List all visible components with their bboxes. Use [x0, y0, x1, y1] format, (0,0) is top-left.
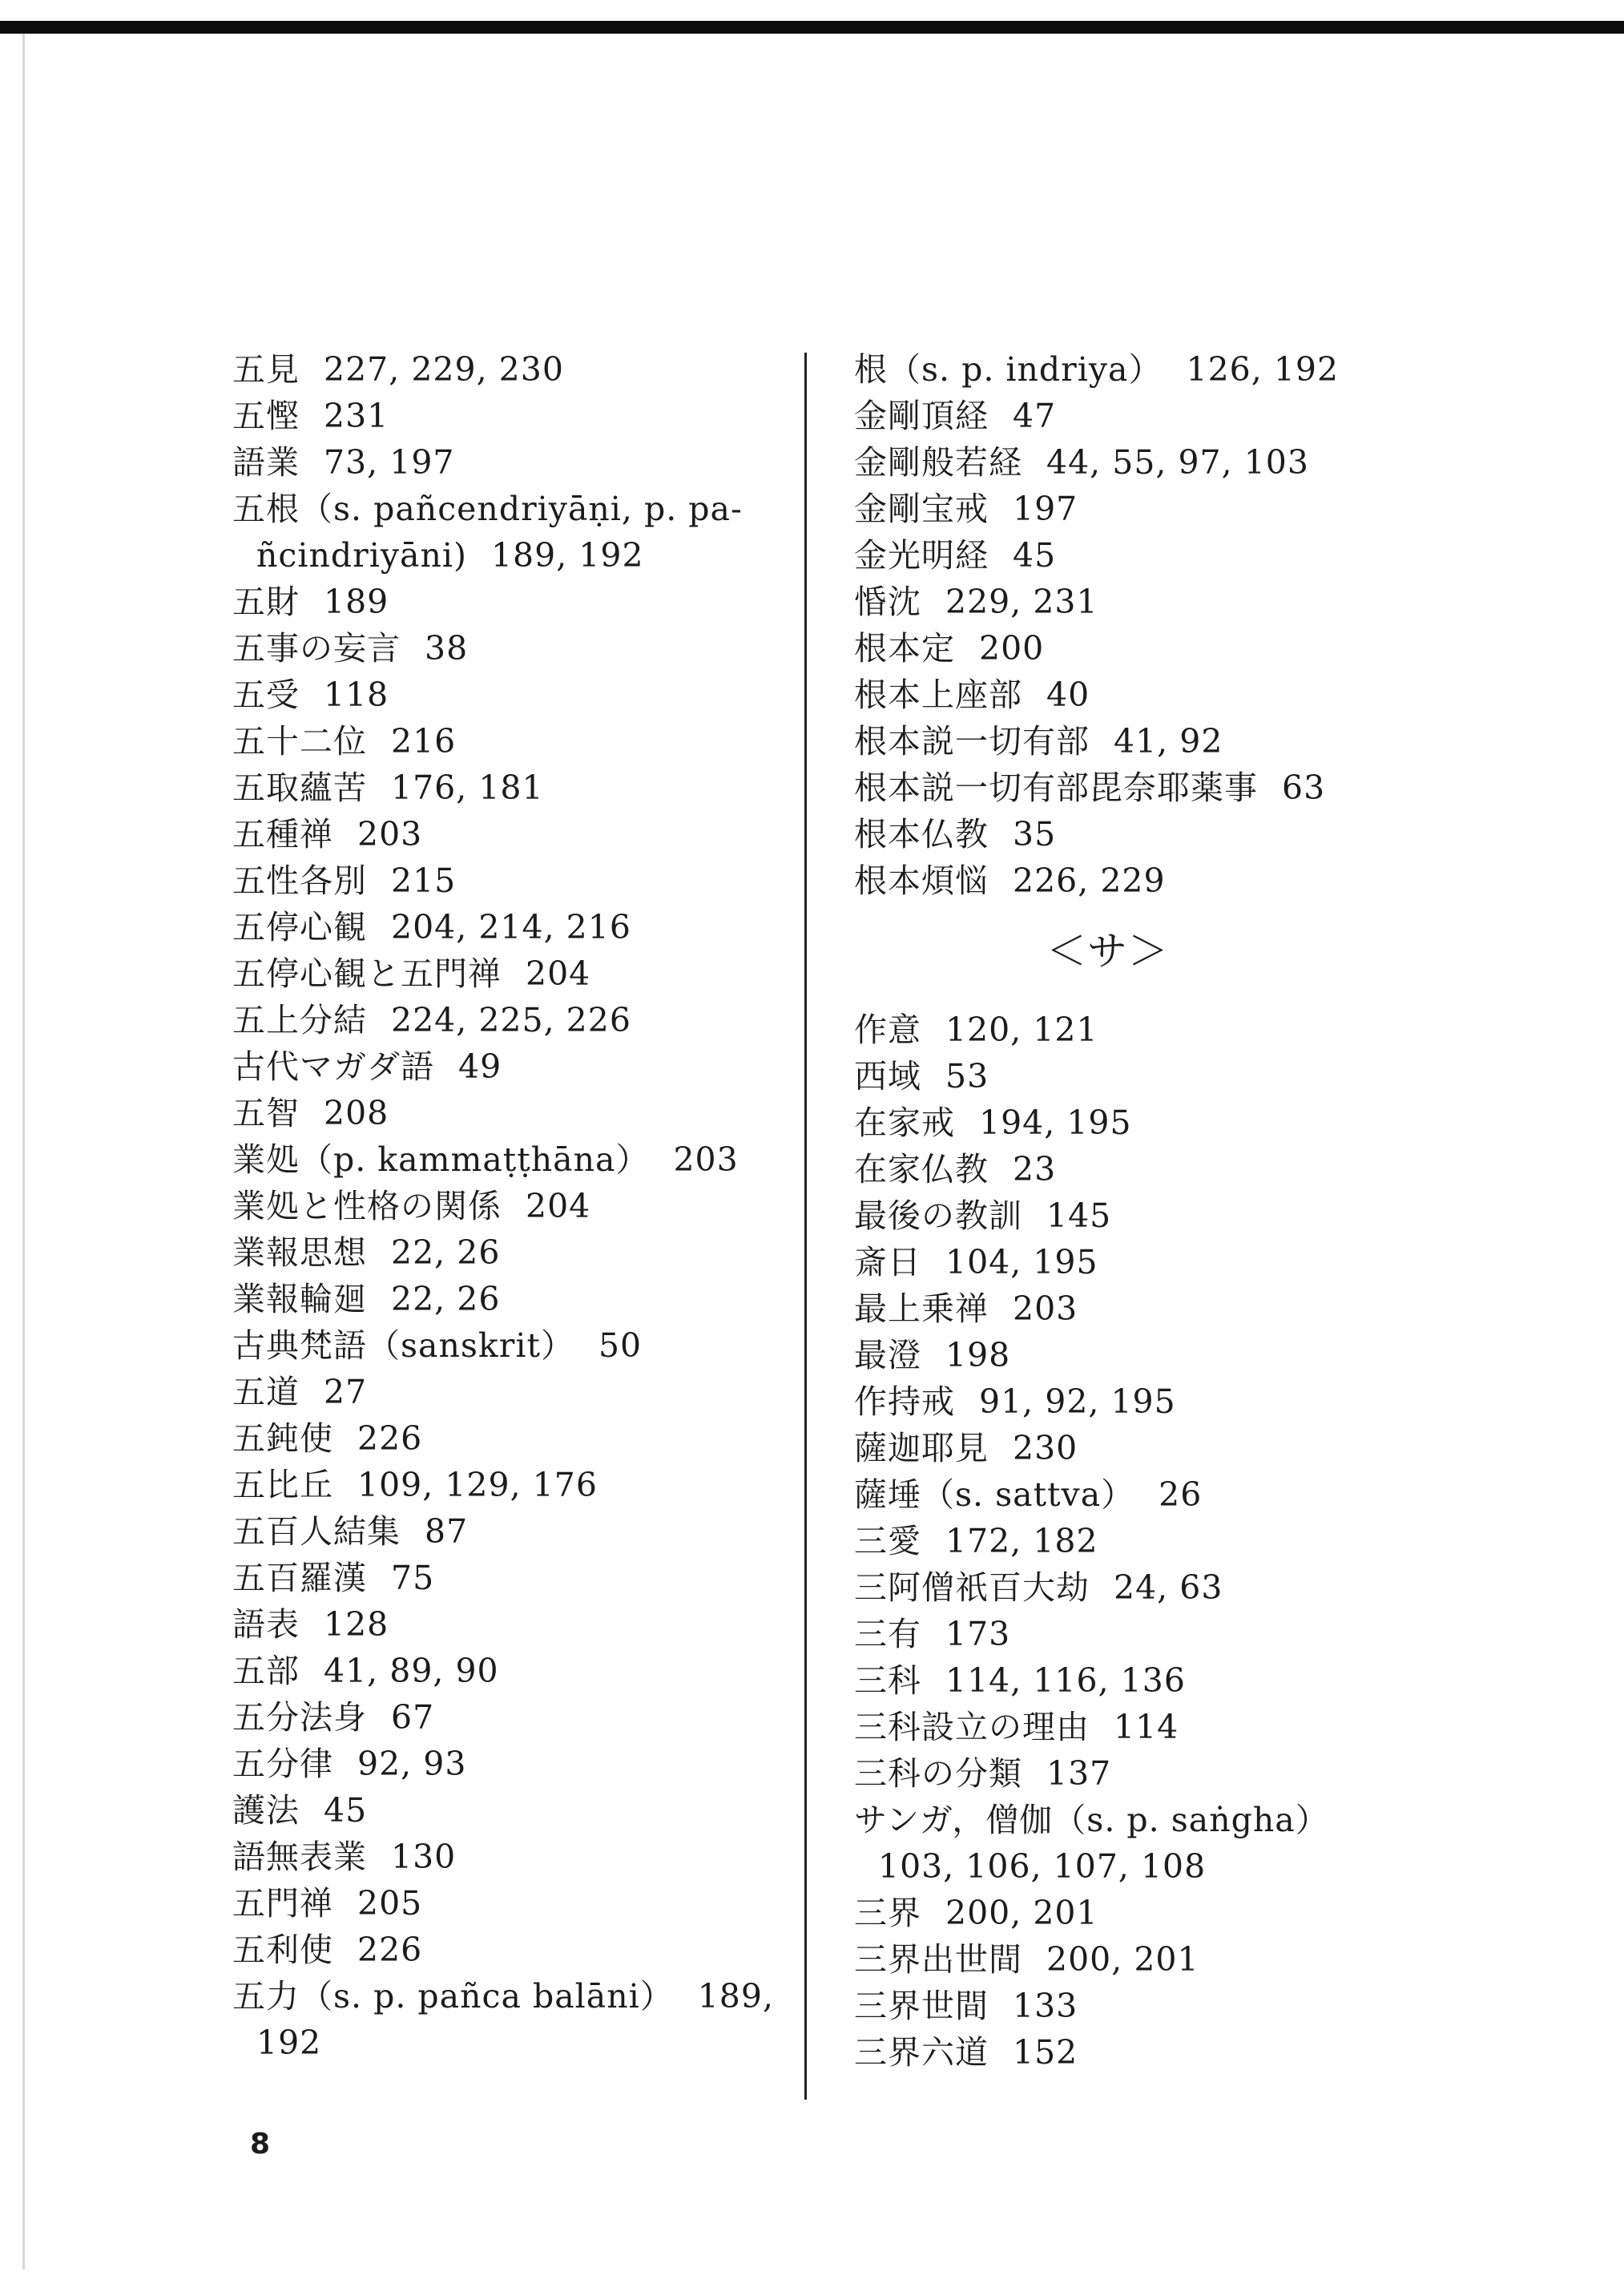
index-term: 三阿僧祇百大劫: [854, 1568, 1090, 1607]
index-term: 三界出世間: [854, 1940, 1022, 1979]
index-term: 業処と性格の関係: [232, 1187, 502, 1225]
index-term: 五上分結: [232, 1001, 367, 1039]
index-term: 根本上座部: [854, 676, 1022, 714]
index-term: 護法: [232, 1791, 300, 1830]
index-term: 五見: [232, 350, 300, 389]
index-entry: [232, 1880, 793, 1927]
index-pages: 120, 121: [945, 1011, 1098, 1049]
index-pages: 173: [945, 1615, 1011, 1653]
index-continuation-text: ñcindriyāni): [256, 536, 467, 575]
index-continuation-text: 192: [256, 2024, 322, 2062]
index-pages: 22, 26: [391, 1233, 501, 1272]
index-term: 最上乗禅: [854, 1289, 989, 1328]
index-term: 金光明経: [854, 536, 989, 575]
index-pages: 226: [357, 1931, 423, 1969]
index-entry: [232, 1043, 793, 1090]
index-pages: 203: [357, 815, 423, 853]
index-term: 金剛宝戒: [854, 490, 989, 528]
index-term: 最澄: [854, 1336, 921, 1374]
index-entry: [232, 393, 793, 439]
index-pages: 205: [357, 1884, 423, 1923]
index-pages: 172, 182: [945, 1522, 1098, 1560]
index-pages: 50: [598, 1326, 643, 1365]
index-term: 五鈍使: [232, 1419, 333, 1458]
index-pages: 229, 231: [945, 583, 1098, 621]
index-term: 業報輪廻: [232, 1280, 367, 1318]
index-pages: 133: [1013, 1987, 1078, 2025]
index-term: 五百人結集: [232, 1512, 401, 1551]
index-term: 五事の妄言: [232, 629, 401, 668]
index-pages: 38: [425, 629, 469, 668]
index-entry: [232, 1183, 793, 1229]
index-term: 在家仏教: [854, 1150, 989, 1188]
index-entry: [232, 811, 793, 857]
index-term: 五分法身: [232, 1698, 367, 1737]
index-term: 業処（p. kammaṭṭhāna）: [232, 1140, 650, 1179]
index-term: 五百羅漢: [232, 1559, 367, 1597]
index-pages: 104, 195: [945, 1243, 1098, 1281]
index-entry: [854, 1471, 1431, 1518]
index-term: 西域: [854, 1057, 921, 1096]
index-pages: 53: [945, 1057, 989, 1096]
index-term: 五取蘊苦: [232, 769, 367, 807]
index-term: 三界世間: [854, 1987, 989, 2025]
index-entry: [854, 1425, 1431, 1471]
index-pages: 189, 192: [490, 536, 644, 575]
index-term: 五十二位: [232, 722, 367, 761]
index-pages: 92, 93: [357, 1745, 467, 1783]
index-pages: 200: [979, 629, 1045, 668]
index-pages: 215: [391, 862, 457, 900]
index-term: 語無表業: [232, 1838, 367, 1876]
index-term: 薩埵（s. sattva）: [854, 1475, 1135, 1514]
index-entry: [854, 439, 1431, 486]
index-pages: 23: [1013, 1150, 1057, 1188]
index-entry: [854, 718, 1431, 765]
index-entry: [854, 1518, 1431, 1564]
index-term: 五部: [232, 1652, 300, 1690]
index-column-right: [854, 346, 1431, 2076]
index-entry: [854, 1053, 1431, 1100]
index-term: 五種禅: [232, 815, 333, 853]
index-entry: [854, 1192, 1431, 1239]
index-entry: [854, 1285, 1431, 1332]
index-term: 古典梵語（sanskrit）: [232, 1326, 574, 1365]
index-entry: [854, 486, 1431, 532]
index-term: 五道: [232, 1373, 300, 1411]
index-term: 五利使: [232, 1931, 333, 1969]
index-pages: 204, 214, 216: [391, 908, 631, 946]
index-entry: [232, 439, 793, 486]
index-entry: [854, 672, 1431, 718]
index-term: 根本煩悩: [854, 862, 989, 900]
index-term: 在家戒: [854, 1104, 955, 1142]
index-pages: 87: [425, 1512, 469, 1551]
index-entry: [232, 1601, 793, 1648]
index-entry: [232, 1927, 793, 1973]
index-entry: [854, 532, 1431, 579]
index-term: 五門禅: [232, 1884, 333, 1923]
index-term: 語業: [232, 443, 300, 482]
index-term: 五財: [232, 583, 300, 621]
index-pages: 63: [1282, 769, 1326, 807]
index-entry: [854, 1750, 1431, 1797]
index-term: 業報思想: [232, 1233, 367, 1272]
index-entry: [232, 1973, 793, 2066]
page-edge: [22, 34, 25, 2270]
section-heading: ＜サ＞: [1046, 928, 1169, 974]
index-entry: [854, 1378, 1431, 1425]
index-term: 根本定: [854, 629, 955, 668]
index-pages: 130: [391, 1838, 457, 1876]
index-term: 三有: [854, 1615, 921, 1653]
index-group-top: [854, 346, 1431, 904]
index-entry: [854, 1936, 1431, 1983]
index-pages: 114, 116, 136: [945, 1661, 1186, 1700]
index-entry: [854, 1611, 1431, 1657]
index-entry: [854, 579, 1431, 625]
index-pages: 189: [324, 583, 389, 621]
index-pages: 114: [1114, 1708, 1179, 1746]
index-pages: 24, 63: [1114, 1568, 1223, 1607]
index-term: 最後の教訓: [854, 1196, 1022, 1235]
index-term: 作持戒: [854, 1382, 955, 1421]
index-pages: 204: [526, 954, 591, 993]
index-term: 五慳: [232, 397, 300, 435]
index-pages: 224, 225, 226: [391, 1001, 631, 1039]
index-entry: [854, 1890, 1431, 1936]
index-entry: [232, 1648, 793, 1694]
index-pages: 189,: [697, 1977, 775, 2016]
index-term: 薩迦耶見: [854, 1429, 989, 1467]
index-entry: [854, 393, 1431, 439]
index-term: 根本説一切有部: [854, 722, 1090, 761]
index-entry: [854, 1239, 1431, 1285]
index-term: 五停心観: [232, 908, 367, 946]
index-entry: [232, 857, 793, 904]
index-pages: 145: [1046, 1196, 1112, 1235]
index-pages: 45: [324, 1791, 368, 1830]
index-entry: [854, 1100, 1431, 1146]
index-pages: 109, 129, 176: [357, 1466, 598, 1504]
index-term: 金剛頂経: [854, 397, 989, 435]
index-entry: [232, 346, 793, 393]
index-entry: [854, 1983, 1431, 2029]
index-entry: [854, 625, 1431, 672]
index-entry: [232, 904, 793, 950]
index-entry: [854, 2029, 1431, 2076]
top-rule: [0, 21, 1624, 34]
index-entry: [232, 1276, 793, 1322]
index-entry: [232, 950, 793, 997]
index-pages: 197: [1013, 490, 1078, 528]
index-pages: 75: [391, 1559, 435, 1597]
index-entry: [232, 997, 793, 1043]
index-term: 五比丘: [232, 1466, 333, 1504]
index-term: 三科設立の理由: [854, 1708, 1090, 1746]
index-continuation: [854, 1843, 1431, 1890]
index-entry: [232, 486, 793, 579]
index-entry: [854, 1007, 1431, 1053]
index-group-sa: [854, 1007, 1431, 2076]
index-entry: [854, 811, 1431, 857]
index-pages: 200, 201: [1046, 1940, 1199, 1979]
index-term: 古代マガダ語: [232, 1047, 434, 1086]
index-pages: 176, 181: [391, 769, 544, 807]
index-entry: [854, 1704, 1431, 1750]
index-pages: 227, 229, 230: [324, 350, 564, 389]
index-pages: 67: [391, 1698, 435, 1737]
index-pages: 41, 92: [1114, 722, 1223, 761]
index-entry: [232, 579, 793, 625]
index-pages: 230: [1013, 1429, 1078, 1467]
index-pages: 41, 89, 90: [324, 1652, 499, 1690]
index-pages: 194, 195: [979, 1104, 1132, 1142]
index-entry: [854, 1657, 1431, 1704]
index-entry: [854, 346, 1431, 393]
index-pages: 128: [324, 1605, 389, 1644]
index-entry: [232, 1834, 793, 1880]
index-entry: [232, 625, 793, 672]
index-term: 五受: [232, 676, 300, 714]
index-pages: 47: [1013, 397, 1057, 435]
index-pages: 27: [324, 1373, 368, 1411]
index-pages: 126, 192: [1186, 350, 1340, 389]
index-continuation-text: 103, 106, 107, 108: [878, 1847, 1207, 1886]
index-entry: [232, 1741, 793, 1787]
index-entry: [232, 1508, 793, 1555]
index-pages: 226, 229: [1013, 862, 1166, 900]
index-entry: [232, 1090, 793, 1136]
index-entry: [854, 1146, 1431, 1192]
index-pages: 208: [324, 1094, 389, 1132]
index-term: 五力（s. p. pañca balāni）: [232, 1977, 674, 2016]
index-pages: 152: [1013, 2033, 1078, 2072]
index-entry: [854, 1797, 1431, 1890]
index-entry: [854, 765, 1431, 811]
index-term: 三界: [854, 1894, 921, 1932]
index-pages: 44, 55, 97, 103: [1046, 443, 1309, 482]
index-term: 五停心観と五門禅: [232, 954, 502, 993]
index-entry: [854, 1564, 1431, 1611]
index-entry: [232, 1369, 793, 1415]
index-pages: 203: [1013, 1289, 1078, 1328]
index-pages: 35: [1013, 815, 1057, 853]
index-continuation: [232, 532, 793, 579]
index-term: 金剛般若経: [854, 443, 1022, 482]
index-entry: [232, 1322, 793, 1369]
index-pages: 73, 197: [324, 443, 455, 482]
index-pages: 204: [526, 1187, 591, 1225]
index-entry: [232, 765, 793, 811]
index-column-left: [232, 346, 793, 2066]
index-term: 三科の分類: [854, 1754, 1022, 1793]
index-pages: 137: [1046, 1754, 1112, 1793]
index-pages: 22, 26: [391, 1280, 501, 1318]
index-entry: [232, 1462, 793, 1508]
index-entry: [232, 718, 793, 765]
index-term: 根本説一切有部毘奈耶薬事: [854, 769, 1258, 807]
index-pages: 91, 92, 195: [979, 1382, 1176, 1421]
index-entry: [232, 1694, 793, 1741]
index-term: 惛沈: [854, 583, 921, 621]
index-term: 三界六道: [854, 2033, 989, 2072]
index-entry: [854, 857, 1431, 904]
index-entry: [854, 1332, 1431, 1378]
index-pages: 226: [357, 1419, 423, 1458]
index-pages: 40: [1046, 676, 1090, 714]
index-term: 語表: [232, 1605, 300, 1644]
index-pages: 26: [1159, 1475, 1203, 1514]
index-term: 五根（s. pañcendriyāṇi, p. pa-: [232, 490, 743, 528]
index-pages: 216: [391, 722, 457, 761]
index-term: 五分律: [232, 1745, 333, 1783]
index-pages: 45: [1013, 536, 1057, 575]
index-term: 根本仏教: [854, 815, 989, 853]
index-entry: [232, 1415, 793, 1462]
index-entry: [232, 1555, 793, 1601]
index-pages: 49: [458, 1047, 502, 1086]
index-term: 作意: [854, 1011, 921, 1049]
column-divider: [804, 353, 807, 2100]
index-pages: 203: [673, 1140, 739, 1179]
index-pages: 198: [945, 1336, 1011, 1374]
index-term: 根（s. p. indriya）: [854, 350, 1163, 389]
index-pages: 200, 201: [945, 1894, 1098, 1932]
index-continuation: [232, 2020, 793, 2066]
index-entry: [232, 1229, 793, 1276]
index-term: 五智: [232, 1094, 300, 1132]
index-term: 三愛: [854, 1522, 921, 1560]
index-term: 三科: [854, 1661, 921, 1700]
index-term: 斎日: [854, 1243, 921, 1281]
index-pages: 118: [324, 676, 389, 714]
index-pages: 231: [324, 397, 389, 435]
index-term: サンガ，僧伽（s. p. saṅgha）: [854, 1801, 1329, 1839]
index-entry: [232, 1787, 793, 1834]
index-term: 五性各別: [232, 862, 367, 900]
index-entry: [232, 1136, 793, 1183]
index-entry: [232, 672, 793, 718]
page-number: 8: [250, 2128, 271, 2161]
